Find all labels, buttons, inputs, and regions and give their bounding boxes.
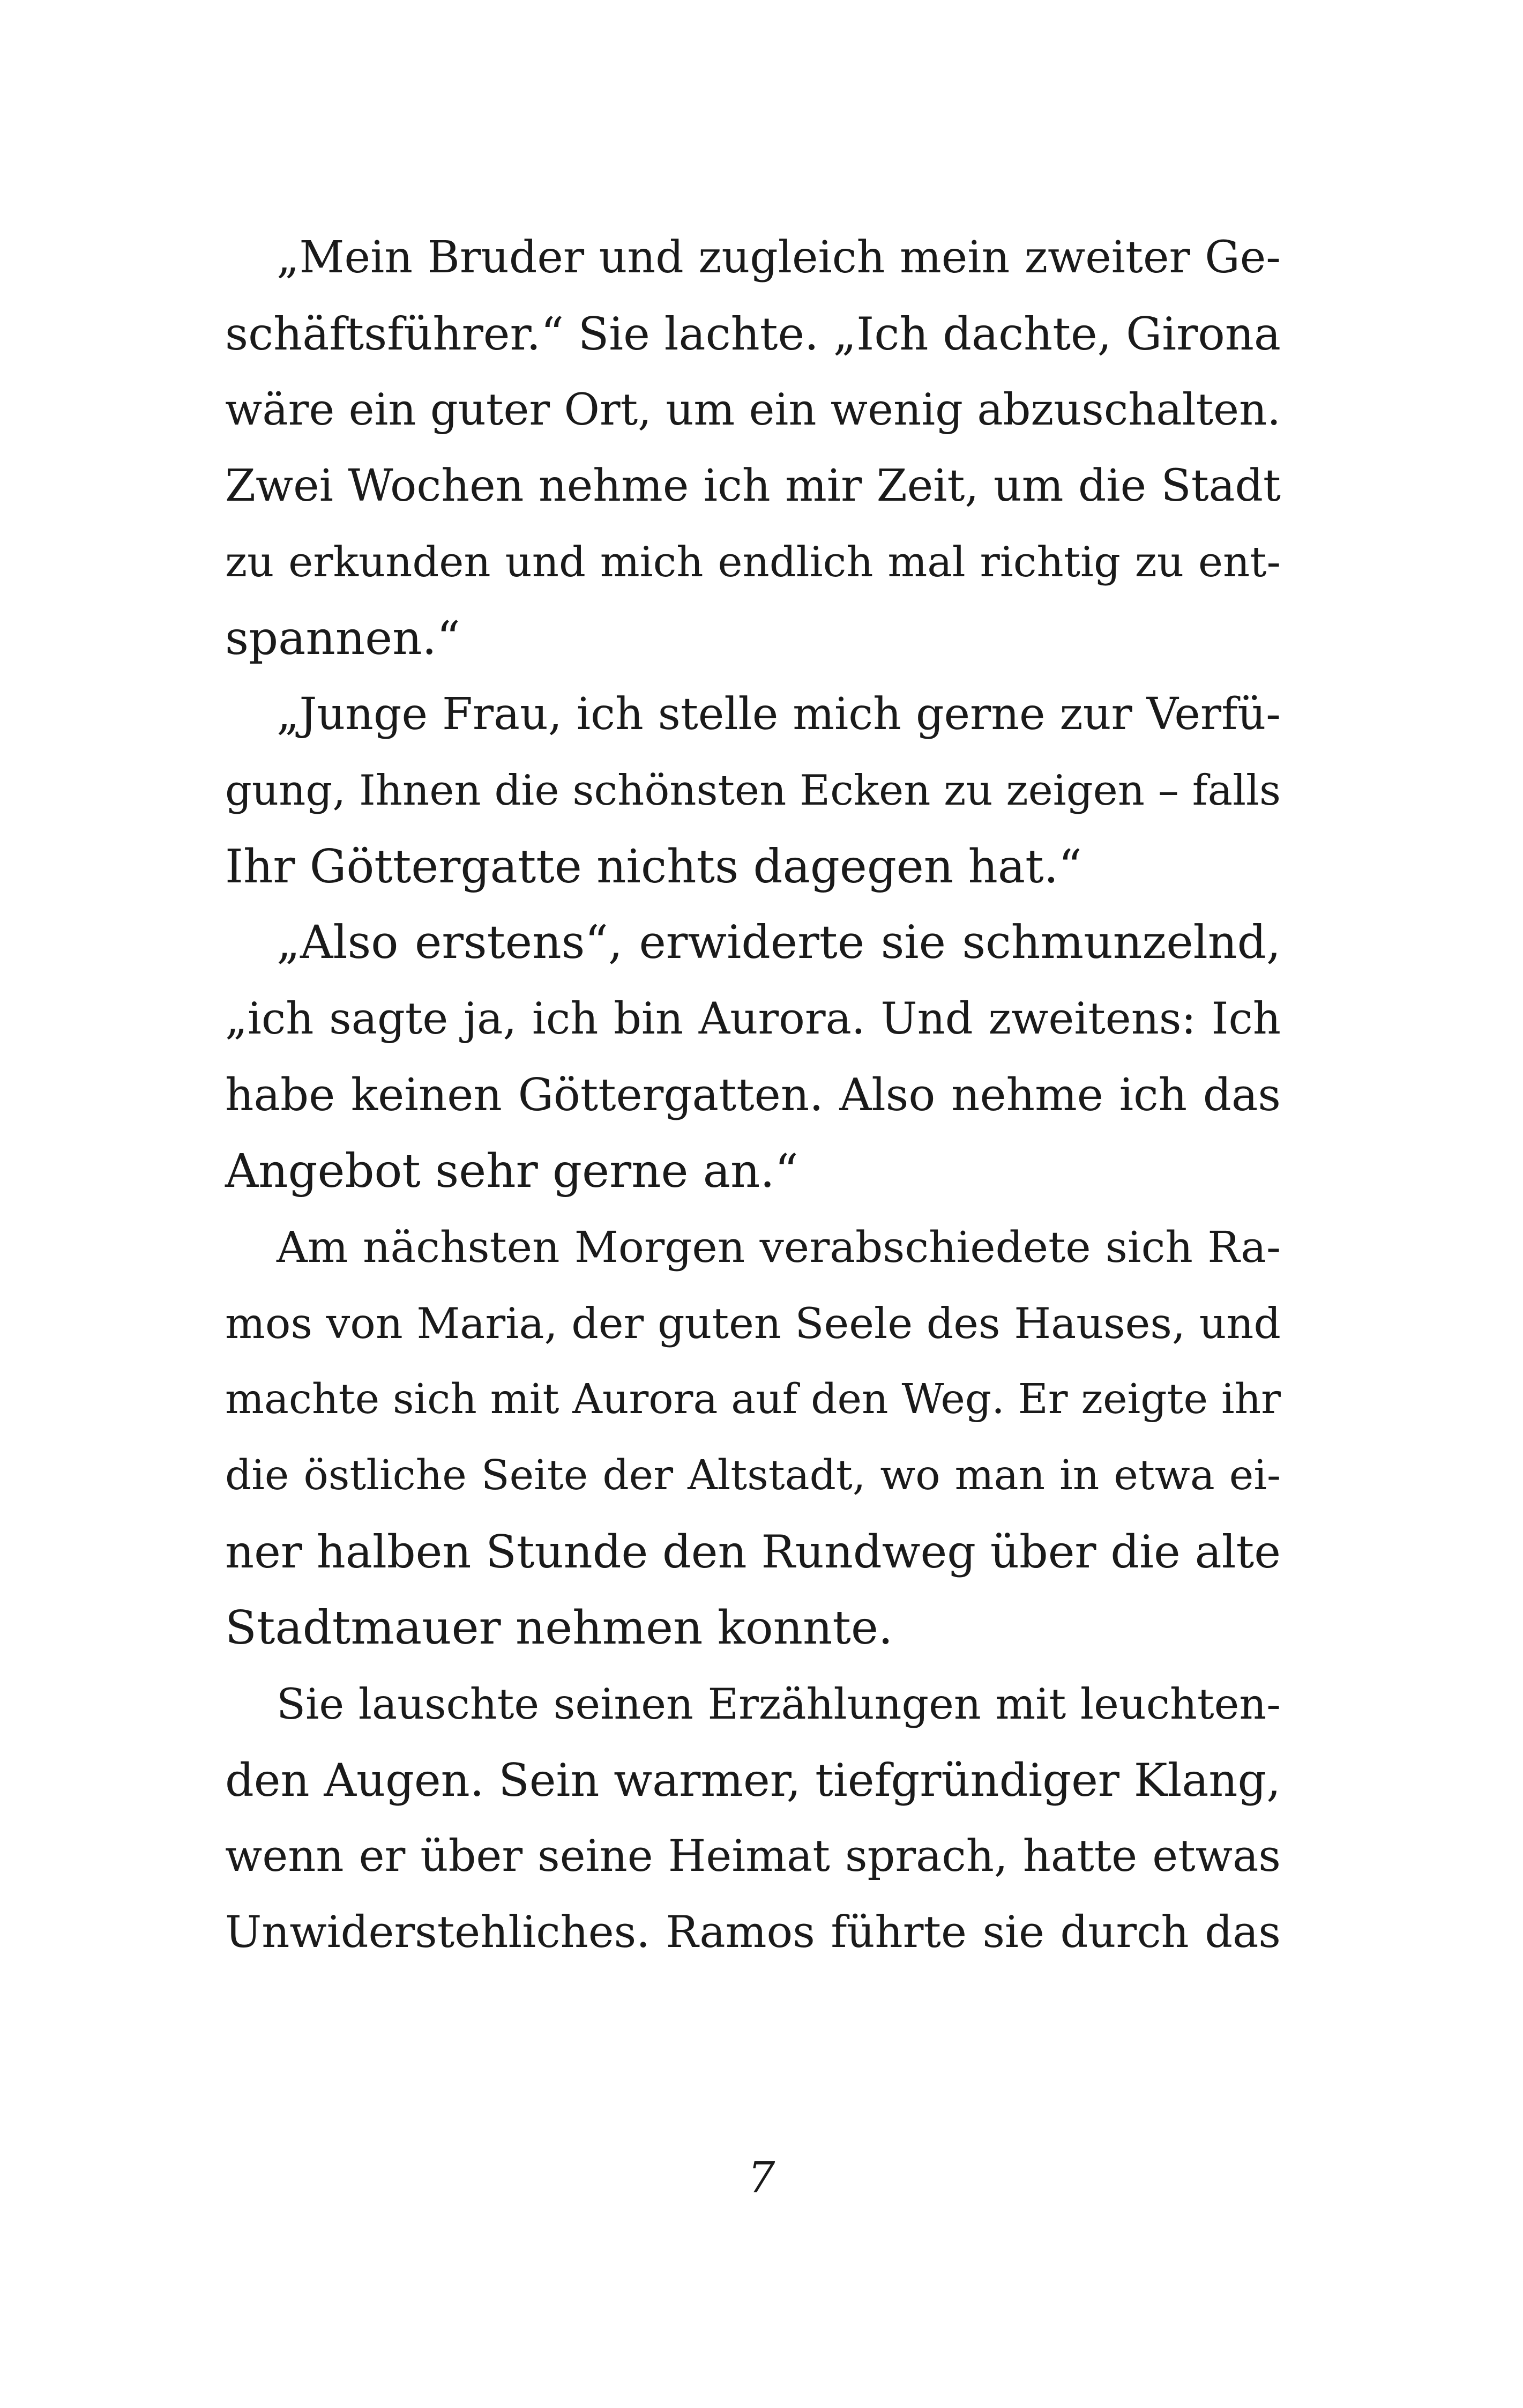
text-line: wenn er über seine Heimat sprach, hatte etwas [225,1831,1281,1882]
text-line: die östliche Seite der Altstadt, wo man in etwa ei- [225,1452,1281,1499]
text-line: „Also erstens“, erwiderte sie schmunzelnd, [277,916,1281,969]
text-line: mos von Maria, der guten Seele des Hauses, und [225,1299,1281,1348]
text-line: spannen.“ [225,612,460,665]
text-line: Am nächsten Morgen verabschiedete sich Ra- [277,1222,1281,1272]
text-line: wäre ein guter Ort, um ein wenig abzuschalten. [225,385,1281,435]
text-line: „Junge Frau, ich stelle mich gerne zur Verfü- [277,689,1281,740]
text-line: Unwiderstehliches. Ramos führte sie durch das [225,1907,1281,1958]
text-line: Sie lauschte seinen Erzählungen mit leuchten- [277,1679,1281,1729]
text-line: „ich sagte ja, ich bin Aurora. Und zweitens: Ich [225,994,1281,1044]
text-line: habe keinen Göttergatten. Also nehme ich das [225,1069,1281,1121]
text-line: den Augen. Sein warmer, tiefgründiger Klang, [225,1754,1281,1807]
text-line: Zwei Wochen nehme ich mir Zeit, um die Stadt [225,460,1281,511]
text-line: ner halben Stunde den Rundweg über die alte [225,1526,1281,1578]
text-line: Stadtmauer nehmen konnte. [225,1601,893,1655]
text-line: zu erkunden und mich endlich mal richtig zu ent- [225,538,1281,586]
text-line: „Mein Bruder und zugleich mein zweiter Ge- [277,232,1281,283]
body-text [225,220,1281,1971]
page-number: 7 [748,2152,775,2202]
text-line: Angebot sehr gerne an.“ [225,1144,798,1198]
text-line: machte sich mit Aurora auf den Weg. Er zeigte ihr [225,1376,1281,1423]
text-line: schäftsführer.“ Sie lachte. „Ich dachte, Girona [225,308,1281,360]
text-line: Ihr Göttergatte nichts dagegen hat.“ [225,840,1082,894]
text-line: gung, Ihnen die schönsten Ecken zu zeigen – falls [225,767,1281,815]
